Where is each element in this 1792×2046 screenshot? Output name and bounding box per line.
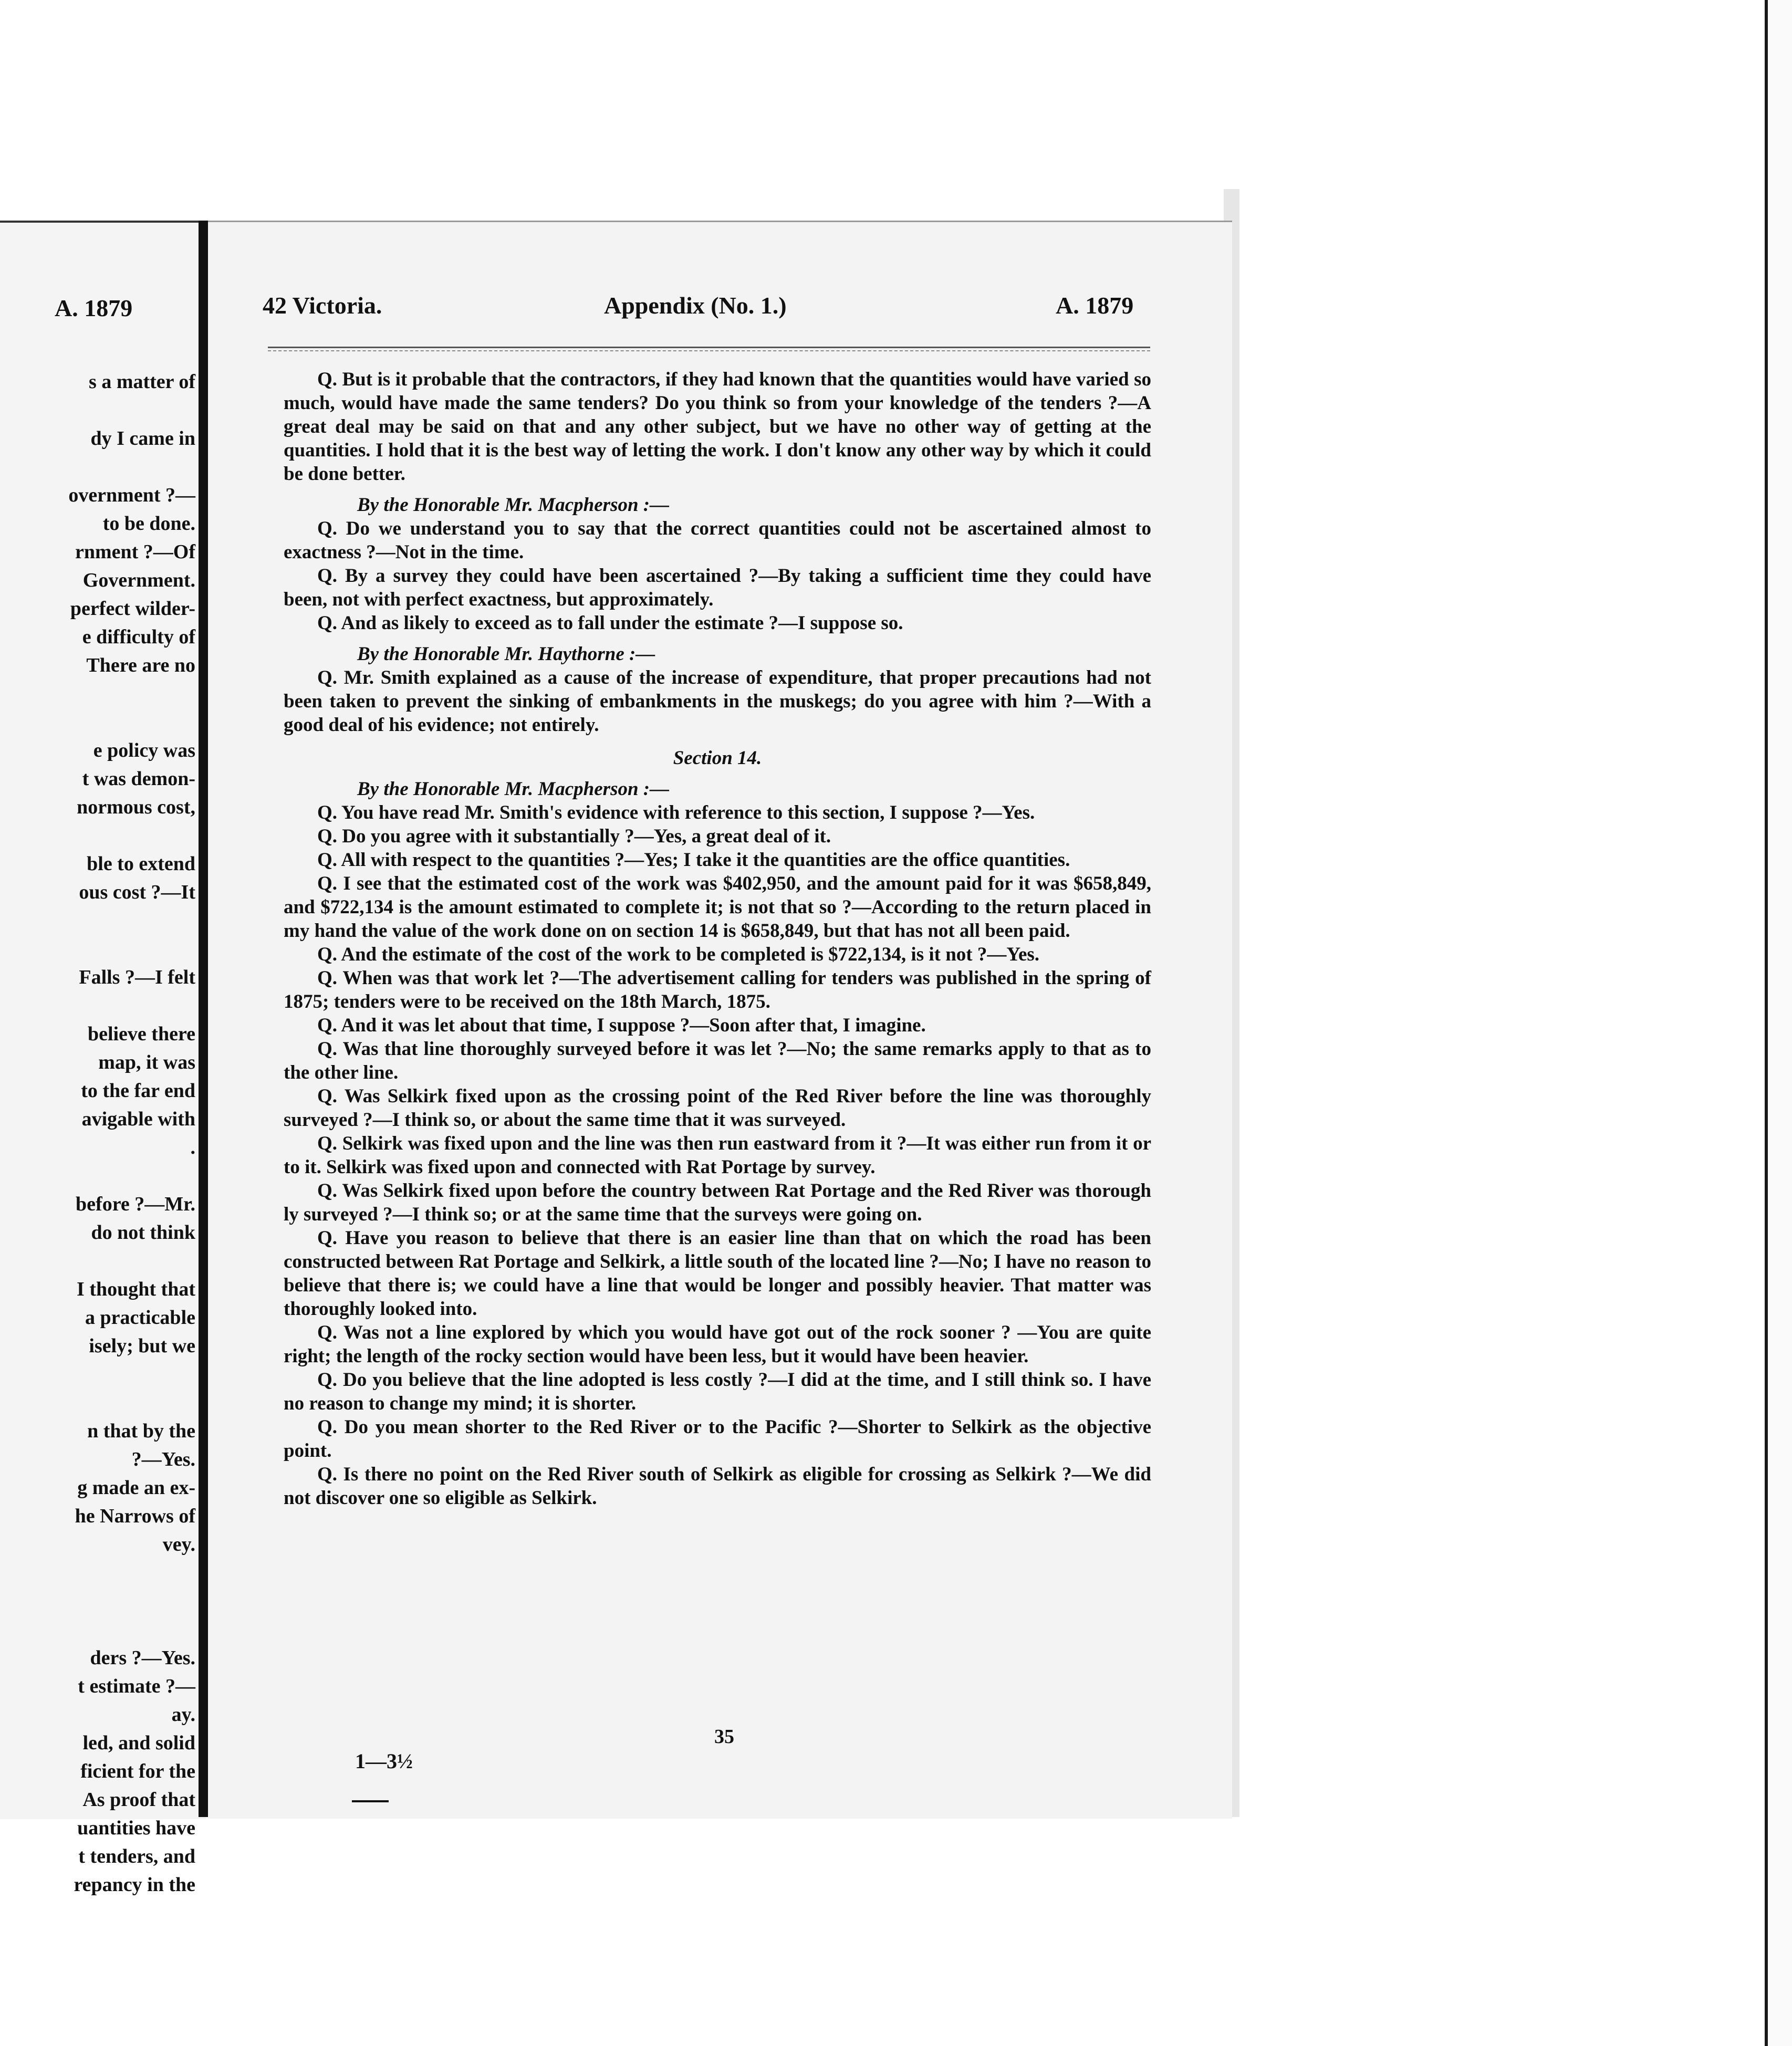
qa-paragraph: Q. Selkirk was fixed upon and the line was then run eastward from it ?—It was either run from it or to it. Selkirk was fixed upon and connected with Rat Portage by survey. <box>284 1133 1151 1178</box>
qa-paragraph: Q. You have read Mr. Smith's evidence with reference to this section, I suppose ?—Yes. <box>317 802 1035 823</box>
qa-paragraph: Q. Was Selkirk fixed upon before the country between Rat Portage and the Red River was thorough ly surveyed ?—I think so; or at the same time that the surveys were going on. <box>284 1180 1151 1225</box>
previous-page-line: led, and solid <box>82 1732 195 1754</box>
previous-page-line: As proof that <box>82 1789 195 1811</box>
previous-page-gap <box>0 991 195 1020</box>
previous-page-line: ay. <box>171 1704 195 1726</box>
previous-page-line: overnment ?— <box>68 484 195 506</box>
qa-paragraph: Q. Mr. Smith explained as a cause of the increase of expenditure, that proper precautions had not been taken to prevent the sinking of embankments in the muskegs; do you agree with him ?—With a good deal of his evidence; not entirely. <box>284 667 1151 736</box>
qa-paragraph: Q. Was not a line explored by which you would have got out of the rock sooner ? —You are quite right; the length of the rocky section would have been less, but it would have been heavier. <box>284 1322 1151 1367</box>
previous-page-line: he Narrows of <box>75 1505 195 1527</box>
previous-page-gap <box>0 906 195 935</box>
previous-page-line: vey. <box>162 1533 195 1556</box>
previous-page-gap <box>0 680 195 708</box>
speaker-heading: By the Honorable Mr. Macpherson :— <box>357 494 670 516</box>
previous-page-line: e difficulty of <box>82 626 195 648</box>
previous-page-line: do not think <box>91 1222 195 1244</box>
qa-paragraph: Q. And it was let about that time, I suppose ?—Soon after that, I imagine. <box>317 1015 926 1036</box>
previous-page-gap <box>0 1162 195 1190</box>
qa-paragraph: Q. When was that work let ?—The advertisement calling for tenders was published in the spring of 1875; tenders were to be received on the 18th March, 1875. <box>284 967 1151 1012</box>
header-session: 42 Victoria. <box>263 292 382 319</box>
previous-page-gap <box>0 935 195 963</box>
section-heading: Section 14. <box>673 747 762 769</box>
previous-page-line: There are no <box>86 654 195 676</box>
previous-page-line: g made an ex- <box>77 1477 195 1499</box>
qa-paragraph: Q. And as likely to exceed as to fall under the estimate ?—I suppose so. <box>317 612 903 634</box>
testimony-body <box>284 368 1151 1510</box>
book-gutter <box>199 221 208 1817</box>
previous-page-line: Falls ?—I felt <box>79 966 195 988</box>
previous-page-line: ders ?—Yes. <box>90 1647 195 1669</box>
qa-paragraph: Q. But is it probable that the contractors, if they had known that the quantities would have varied so much, would have made the same tenders? Do you think so from your knowledge of the tenders ?—A great deal may be said on that and any other subject, but we have no other way of getting at the quantities. I hold that it is the best way of letting the work. I don't know any other way by which it could be done better. <box>284 369 1151 485</box>
qa-paragraph: Q. Have you reason to believe that there is an easier line than that on which the road has been constructed between Rat Portage and Selkirk, a little south of the located line ?—No; I have no reason to believe that there is; we could have a line that would be longer and possibly heavier. That matter was thoroughly looked into. <box>284 1227 1151 1320</box>
previous-page-line: ous cost ?—It <box>79 881 195 903</box>
previous-page-gap <box>0 453 195 481</box>
previous-page-line: ble to extend <box>87 853 195 875</box>
previous-page-line: to be done. <box>102 513 195 535</box>
previous-page-line: to the far end <box>81 1080 195 1102</box>
speaker-heading: By the Honorable Mr. Haythorne :— <box>357 643 655 665</box>
previous-page-line: . <box>190 1136 195 1158</box>
header-rule <box>268 347 1150 351</box>
previous-page-gap <box>0 396 195 424</box>
previous-page-line: rnment ?—Of <box>75 541 195 563</box>
header-year: A. 1879 <box>1056 292 1134 319</box>
previous-page-line: normous cost, <box>77 796 195 818</box>
qa-paragraph: Q. Is there no point on the Red River south of Selkirk as eligible for crossing as Selkirk ?—We did not discover one so eligible as Selkirk. <box>284 1464 1151 1509</box>
previous-page-gap <box>0 821 195 850</box>
previous-page-line: avigable with <box>81 1108 195 1130</box>
previous-page-gap <box>0 708 195 736</box>
qa-paragraph: Q. I see that the estimated cost of the work was $402,950, and the amount paid for it was $658,849, and $722,134 is the amount estimated to complete it; is not that so ?—According to the return placed in my hand the value of the work done on on section 14 is $658,849, but that has not all been paid. <box>284 873 1151 942</box>
previous-page-line: map, it was <box>98 1051 195 1073</box>
previous-page-line: believe there <box>87 1023 195 1045</box>
previous-page-line: repancy in the <box>74 1874 195 1896</box>
qa-paragraph: Q. And the estimate of the cost of the work to be completed is $722,134, is it not ?—Yes. <box>317 944 1040 965</box>
previous-page-line: t tenders, and <box>78 1845 195 1867</box>
scan-edge <box>1765 0 1792 2046</box>
signature-rule <box>352 1800 389 1802</box>
signature-mark: 1—3½ <box>355 1749 413 1773</box>
previous-page-line: before ?—Mr. <box>76 1193 195 1215</box>
previous-page-gap <box>0 1389 195 1417</box>
previous-page-gap <box>0 1559 195 1587</box>
previous-page-line: t estimate ?— <box>78 1675 195 1697</box>
previous-page-line: dy I came in <box>90 427 195 450</box>
header-title: Appendix (No. 1.) <box>604 292 787 319</box>
previous-page-gap <box>0 1247 195 1275</box>
previous-page-line: t was demon- <box>82 768 195 790</box>
previous-page-line: a practicable <box>85 1307 195 1329</box>
previous-page-line: I thought that <box>77 1278 195 1300</box>
previous-page-line: s a matter of <box>89 371 195 393</box>
qa-paragraph: Q. Do you agree with it substantially ?—Yes, a great deal of it. <box>317 826 831 847</box>
previous-page-header: A. 1879 <box>55 295 133 321</box>
previous-page-gap <box>0 1587 195 1615</box>
page-number: 35 <box>714 1726 734 1748</box>
speaker-heading: By the Honorable Mr. Macpherson :— <box>357 778 670 800</box>
qa-paragraph: Q. All with respect to the quantities ?—Yes; I take it the quantities are the office quantities. <box>317 849 1070 871</box>
previous-page-line: ficient for the <box>80 1760 195 1782</box>
previous-page-text <box>0 368 195 1899</box>
qa-paragraph: Q. By a survey they could have been ascertained ?—By taking a sufficient time they could have been, not with perfect exactness, but approximately. <box>284 565 1151 610</box>
qa-paragraph: Q. Was that line thoroughly surveyed before it was let ?—No; the same remarks apply to that as to the other line. <box>284 1038 1151 1083</box>
previous-page-line: uantities have <box>77 1817 195 1839</box>
previous-page-gap <box>0 1360 195 1389</box>
previous-page-line: n that by the <box>87 1420 195 1442</box>
qa-paragraph: Q. Do you believe that the line adopted is less costly ?—I did at the time, and I still think so. I have no reason to change my mind; it is shorter. <box>284 1369 1151 1414</box>
previous-page-line: Government. <box>82 569 195 591</box>
previous-page-line: ?—Yes. <box>131 1448 195 1470</box>
previous-page-line: perfect wilder- <box>70 598 195 620</box>
qa-paragraph: Q. Do we understand you to say that the correct quantities could not be ascertained almost to exactness ?—Not in the time. <box>284 518 1151 563</box>
previous-page-line: e policy was <box>93 739 195 761</box>
previous-page-line: isely; but we <box>89 1335 195 1357</box>
qa-paragraph: Q. Do you mean shorter to the Red River or to the Pacific ?—Shorter to Selkirk as the objective point. <box>284 1416 1151 1462</box>
previous-page-gap <box>0 1615 195 1644</box>
qa-paragraph: Q. Was Selkirk fixed upon as the crossing point of the Red River before the line was thoroughly surveyed ?—I think so, or about the same time that it was surveyed. <box>284 1085 1151 1131</box>
